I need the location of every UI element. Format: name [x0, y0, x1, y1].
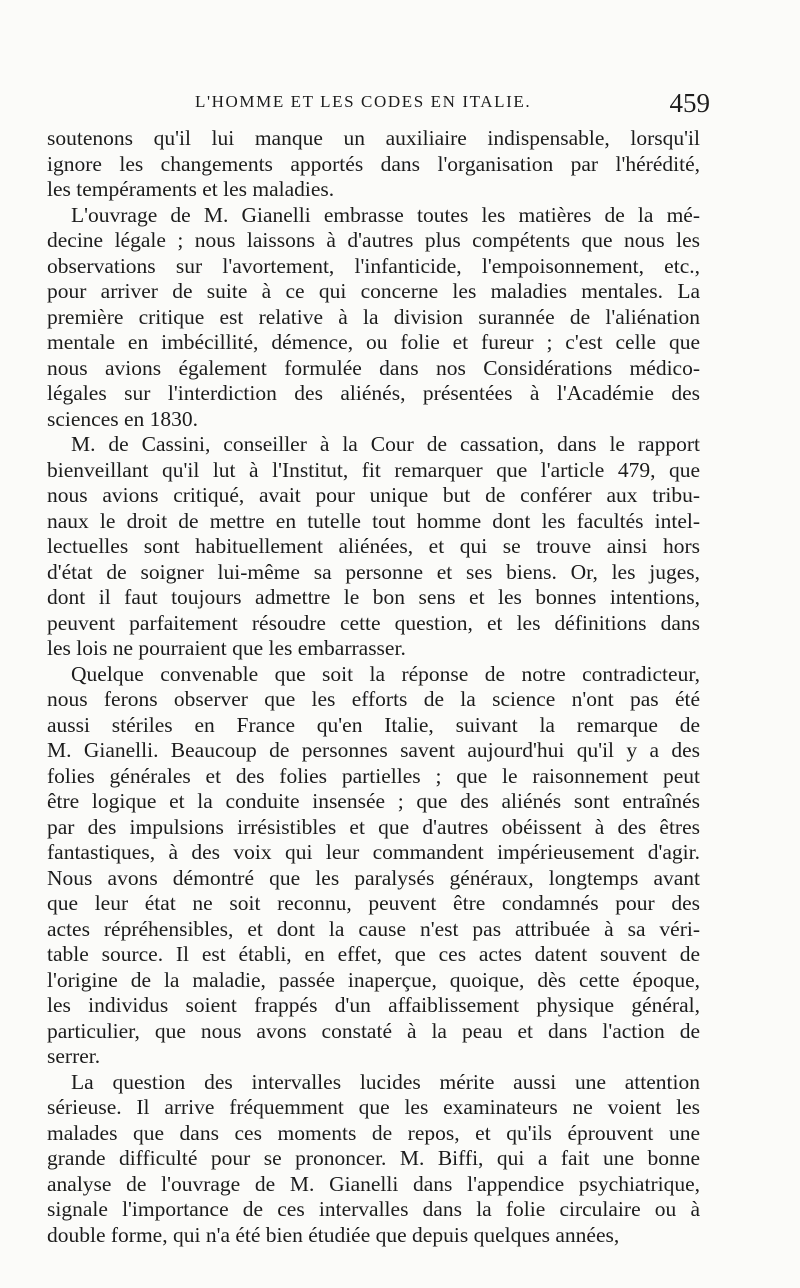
text-line: folies générales et des folies partielles ; que le raisonnement peut — [47, 763, 700, 788]
text-line: table source. Il est établi, en effet, que ces actes datent souvent de — [47, 942, 700, 966]
text-line: par des impulsions irrésistibles et que d'autres obéissent à des êtres — [47, 814, 700, 839]
text-line: les lois ne pourraient que les embarrasser. — [47, 636, 406, 660]
text-line: soutenons qu'il lui manque un auxiliaire indispensable, lorsqu'il — [47, 126, 700, 150]
text-line: double forme, qui n'a été bien étudiée que depuis quelques années, — [47, 1222, 620, 1247]
text-line: M. de Cassini, conseiller à la Cour de cassation, dans le rapport — [71, 432, 700, 456]
text-line: serrer. — [47, 1044, 101, 1068]
text-line: malades que dans ces moments de repos, et qu'ils éprouvent une — [47, 1120, 700, 1145]
text-line: les individus soient frappés d'un affaiblissement physique général, — [47, 993, 700, 1017]
text-line: fantastiques, à des voix qui leur commandent impérieusement d'agir. — [47, 840, 700, 864]
body-text — [47, 126, 700, 1248]
text-line: les tempéraments et les maladies. — [47, 177, 335, 201]
text-line: pour arriver de suite à ce qui concerne les maladies mentales. La — [47, 279, 700, 303]
text-line: aussi stériles en France qu'en Italie, suivant la remarque de — [47, 712, 700, 737]
text-line: naux le droit de mettre en tutelle tout homme dont les facultés intel- — [47, 508, 700, 533]
text-line: lectuelles sont habituellement aliénées, et qui se trouve ainsi hors — [47, 534, 700, 558]
text-line: observations sur l'avortement, l'infanticide, l'empoisonnement, etc., — [47, 253, 700, 278]
paragraph — [47, 662, 700, 1070]
text-line: decine légale ; nous laissons à d'autres plus compétents que nous les — [47, 228, 700, 252]
text-line: peuvent parfaitement résoudre cette question, et les définitions dans — [47, 610, 700, 635]
text-line: Quelque convenable que soit la réponse de notre contradicteur, — [71, 661, 700, 686]
text-line: actes répréhensibles, et dont la cause n'est pas attribuée à sa véri- — [47, 916, 700, 941]
paragraph — [47, 203, 700, 433]
running-head — [47, 88, 710, 118]
text-line: analyse de l'ouvrage de M. Gianelli dans l'appendice psychiatrique, — [47, 1171, 700, 1196]
text-line: M. Gianelli. Beaucoup de personnes savent aujourd'hui qu'il y a des — [47, 738, 700, 762]
running-title: L'HOMME ET LES CODES EN ITALIE. — [195, 92, 532, 111]
text-line: Nous avons démontré que les paralysés généraux, longtemps avant — [47, 865, 700, 890]
text-line: bienveillant qu'il lut à l'Institut, fit remarquer que l'article 479, que — [47, 457, 700, 482]
text-line: nous avions également formulée dans nos Considérations médico- — [47, 355, 700, 380]
paragraph — [47, 126, 700, 203]
text-line: légales sur l'interdiction des aliénés, présentées à l'Académie des — [47, 381, 700, 405]
text-line: que leur état ne soit reconnu, peuvent être condamnés pour des — [47, 891, 700, 915]
text-line: sérieuse. Il arrive fréquemment que les examinateurs ne voient les — [47, 1095, 700, 1119]
text-line: sciences en 1830. — [47, 406, 199, 431]
text-line: particulier, que nous avons constaté à la peau et dans l'action de — [47, 1018, 700, 1043]
text-line: ignore les changements apportés dans l'organisation par l'hérédité, — [47, 151, 700, 176]
text-line: d'état de soigner lui-même sa personne et ses biens. Or, les juges, — [47, 559, 700, 584]
text-line: l'origine de la maladie, passée inaperçue, quoique, dès cette époque, — [47, 967, 700, 992]
paragraph — [47, 1070, 700, 1249]
text-line: mentale en imbécillité, démence, ou folie et fureur ; c'est celle que — [47, 330, 700, 354]
text-line: première critique est relative à la division surannée de l'aliénation — [47, 304, 700, 329]
text-line: signale l'importance de ces intervalles dans la folie circulaire ou à — [47, 1197, 700, 1221]
text-line: dont il faut toujours admettre le bon sens et les bonnes intentions, — [47, 585, 700, 609]
page-number: 459 — [669, 88, 710, 118]
paragraph — [47, 432, 700, 662]
text-line: nous ferons observer que les efforts de la science n'ont pas été — [47, 687, 700, 711]
text-line: grande difficulté pour se prononcer. M. Biffi, qui a fait une bonne — [47, 1146, 700, 1170]
text-line: L'ouvrage de M. Gianelli embrasse toutes les matières de la mé- — [71, 202, 700, 227]
text-line: nous avions critiqué, avait pour unique but de conférer aux tribu- — [47, 483, 700, 507]
text-line: La question des intervalles lucides mérite aussi une attention — [71, 1069, 700, 1094]
text-line: être logique et la conduite insensée ; que des aliénés sont entraînés — [47, 789, 700, 813]
